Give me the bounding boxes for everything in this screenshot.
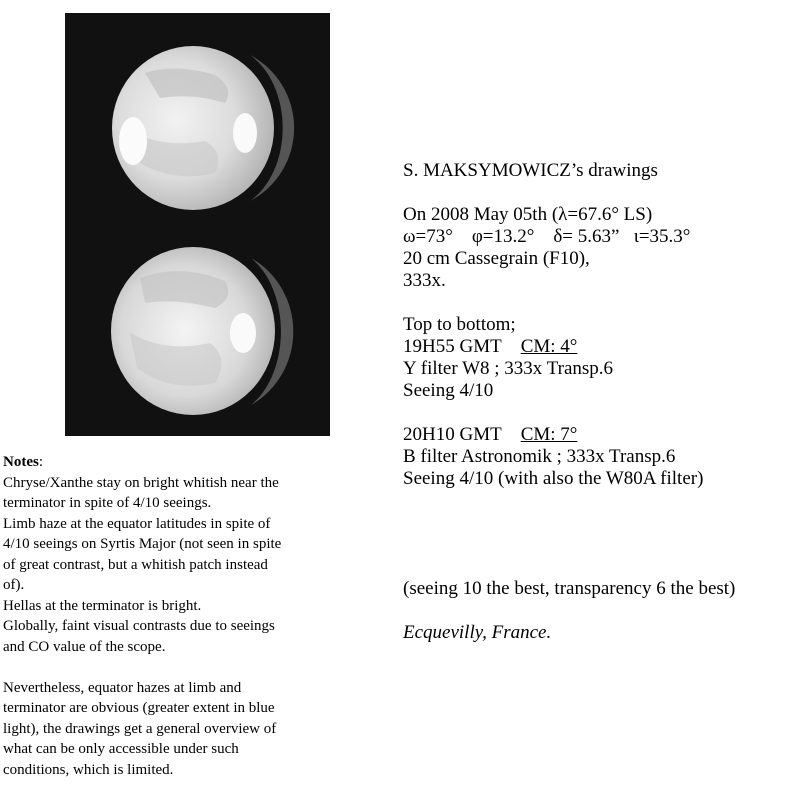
telescope-line: 20 cm Cassegrain (F10), — [403, 248, 590, 269]
obs2-cm: CM: 7° — [520, 424, 578, 445]
notes-line: of great contrast, but a whitish patch instead — [3, 556, 268, 573]
obs2-seeing: Seeing 4/10 (with also the W80A filter) — [403, 468, 704, 489]
param-iota: ι=35.3° — [633, 226, 691, 247]
location: Ecquevilly, France. — [403, 622, 552, 643]
drawings-title: S. MAKSYMOWICZ’s drawings — [403, 160, 658, 181]
notes-section — [3, 452, 363, 780]
param-omega: ω=73° — [403, 226, 453, 247]
parameters-line — [403, 226, 803, 248]
obs1-cm: CM: 4° — [520, 336, 578, 357]
obs2-time: 20H10 GMT — [403, 424, 502, 445]
notes-heading: Notes: — [3, 454, 43, 470]
top-disc-drawing — [112, 46, 294, 210]
notes-line: Limb haze at the equator latitudes in spite of — [3, 515, 271, 532]
magnification-line: 333x. — [403, 270, 446, 291]
mars-drawings-image — [65, 13, 330, 436]
notes-line: of). — [3, 577, 25, 593]
obs1-time-line — [403, 336, 803, 358]
notes-line: Globally, faint visual contrasts due to seeings — [3, 618, 275, 634]
notes-line: Chryse/Xanthe stay on bright whitish near the — [3, 474, 279, 491]
obs2-filter: B filter Astronomik ; 333x Transp.6 — [403, 446, 676, 467]
obs1-time: 19H55 GMT — [403, 336, 502, 357]
param-delta: δ= 5.63” — [553, 226, 620, 247]
notes-line: Nevertheless, equator hazes at limb and — [3, 679, 242, 696]
notes-line: conditions, which is limited. — [3, 761, 174, 778]
notes-line: light), the drawings get a general overview of — [3, 720, 277, 737]
notes-line: terminator in spite of 4/10 seeings. — [3, 495, 212, 511]
date-line: On 2008 May 05th (λ=67.6° LS) — [403, 204, 653, 225]
notes-line: and CO value of the scope. — [3, 638, 166, 655]
obs1-filter: Y filter W8 ; 333x Transp.6 — [403, 358, 614, 379]
order-line: Top to bottom; — [403, 314, 516, 335]
notes-line: 4/10 seeings on Syrtis Major (not seen in spite — [3, 536, 282, 552]
param-phi: φ=13.2° — [471, 226, 535, 247]
notes-line: terminator are obvious (greater extent in blue — [3, 700, 275, 716]
bottom-disc-drawing — [111, 247, 293, 415]
observation-info — [403, 160, 803, 644]
notes-line: what can be only accessible under such — [3, 741, 239, 757]
notes-line: Hellas at the terminator is bright. — [3, 597, 202, 614]
obs2-time-line — [403, 424, 803, 446]
scale-note: (seeing 10 the best, transparency 6 the best) — [403, 578, 736, 599]
obs1-seeing: Seeing 4/10 — [403, 380, 494, 401]
